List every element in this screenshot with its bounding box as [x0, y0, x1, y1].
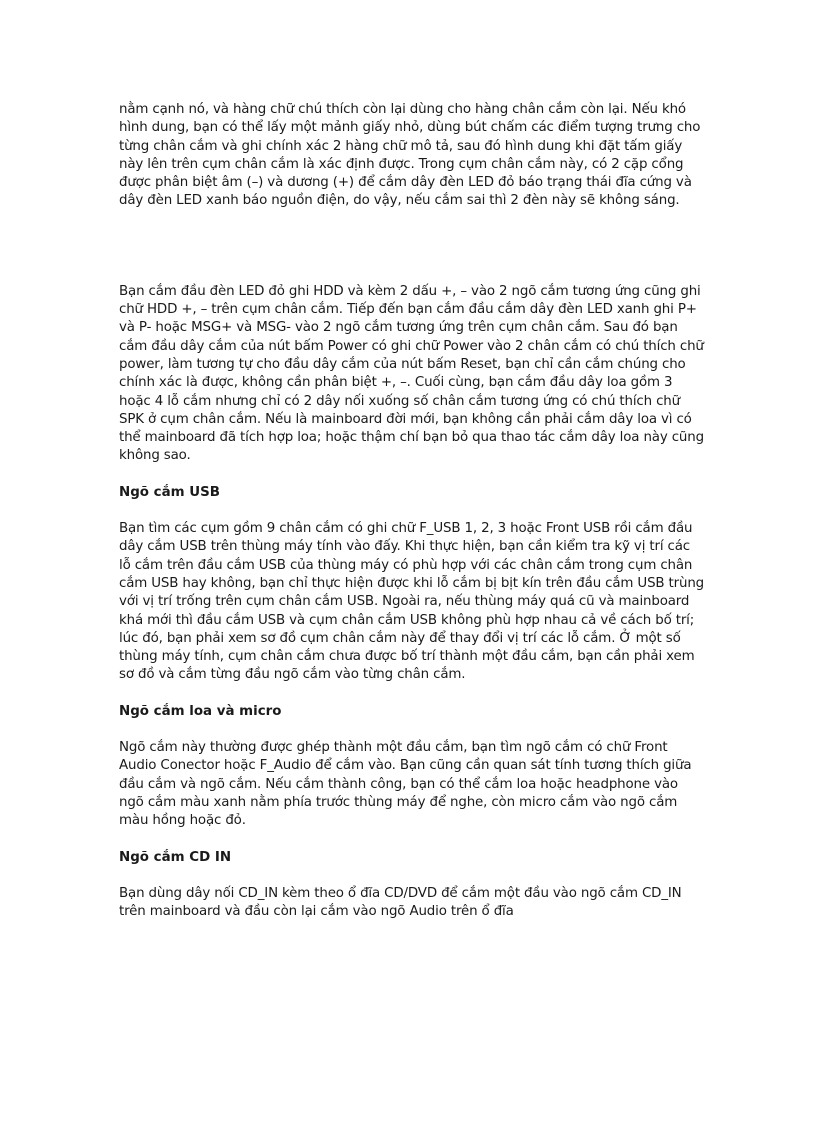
heading-cd-in: Ngõ cắm CD IN [119, 849, 232, 865]
spacer [119, 466, 705, 484]
paragraph-usb: Bạn tìm các cụm gồm 9 chân cắm có ghi chữ F_USB 1, 2, 3 hoặc Front USB rồi cắm đầu dây cắm USB trên thùng máy tính vào đấy. Khi thực hiện, bạn cần kiểm tra kỹ vị trí các lỗ cắm trên đầu cắm USB của thùng máy có phù hợp với các chân cắm trong cụm chân cắm USB hay không, bạn chỉ thực hiện được khi lỗ cắm bị bịt kín trên đầu cắm USB trùng với vị trí trống trên cụm chân cắm USB. Ngoài ra, nếu thùng máy quá cũ và mainboard khá mới thì đầu cắm USB và cụm chân cắm USB không phù hợp nhau cả về cách bố trí; lúc đó, bạn phải xem sơ đồ cụm chân cắm này để thay đổi vị trí các lỗ cắm. Ở một số thùng máy tính, cụm chân cắm chưa được bố trí thành một đầu cắm, bạn cần phải xem sơ đồ và cắm từng đầu ngõ cắm vào từng chân cắm. [119, 521, 705, 683]
paragraph-cd-in: Bạn dùng dây nối CD_IN kèm theo ổ đĩa CD/DVD để cắm một đầu vào ngõ cắm CD_IN trên mainboard và đầu còn lại cắm vào ngõ Audio trên ổ đĩa [119, 885, 682, 920]
heading-usb: Ngõ cắm USB [119, 484, 220, 500]
blank-gap [119, 211, 705, 283]
document-page [119, 101, 705, 921]
spacer [119, 831, 705, 849]
spacer [119, 867, 705, 885]
paragraph-front-panel-intro: nằm cạnh nó, và hàng chữ chú thích còn lại dùng cho hàng chân cắm còn lại. Nếu khó hình dung, bạn có thể lấy một mảnh giấy nhỏ, dùng bút chấm các điểm tượng trưng cho từng chân cắm và ghi chính xác 2 hàng chữ mô tả, sau đó hình dung khi đặt tấm giấy này lên trên cụm chân cắm là xác định được. Trong cụm chân cắm này, có 2 cặp cổng được phân biệt âm (–) và dương (+) để cắm dây đèn LED đỏ báo trạng thái đĩa cứng và dây đèn LED xanh báo nguồn điện, do vậy, nếu cắm sai thì 2 đèn này sẽ không sáng. [119, 102, 701, 209]
spacer [119, 685, 705, 703]
paragraph-led-connectors: Bạn cắm đầu đèn LED đỏ ghi HDD và kèm 2 dấu +, – vào 2 ngõ cắm tương ứng cũng ghi chữ HDD +, – trên cụm chân cắm. Tiếp đến bạn cắm đầu cắm dây đèn LED xanh ghi P+ và P- hoặc MSG+ và MSG- vào 2 ngõ cắm tương ứng trên cụm chân cắm. Sau đó bạn cắm đầu dây cắm của nút bấm Power có ghi chữ Power vào 2 chân cắm có chú thích chữ power, làm tương tự cho đầu dây cắm của nút bấm Reset, bạn chỉ cần cắm chúng cho chính xác là được, không cần phân biệt +, –. Cuối cùng, bạn cắm đầu dây loa gồm 3 hoặc 4 lỗ cắm nhưng chỉ có 2 dây nối xuống số chân cắm tương ứng có chú thích chữ SPK ở cụm chân cắm. Nếu là mainboard đời mới, bạn không cần phải cắm dây loa vì có thể mainboard đã tích hợp loa; hoặc thậm chí bạn bỏ qua thao tác cắm dây loa này cũng không sao. [119, 283, 704, 464]
paragraph-audio: Ngõ cắm này thường được ghép thành một đầu cắm, bạn tìm ngõ cắm có chữ Front Audio Conector hoặc F_Audio để cắm vào. Bạn cũng cần quan sát tính tương thích giữa đầu cắm và ngõ cắm. Nếu cắm thành công, bạn có thể cắm loa hoặc headphone vào ngõ cắm màu xanh nằm phía trước thùng máy để nghe, còn micro cắm vào ngõ cắm màu hồng hoặc đỏ. [119, 740, 692, 829]
heading-audio: Ngõ cắm loa và micro [119, 703, 282, 719]
spacer [119, 502, 705, 520]
spacer [119, 721, 705, 739]
